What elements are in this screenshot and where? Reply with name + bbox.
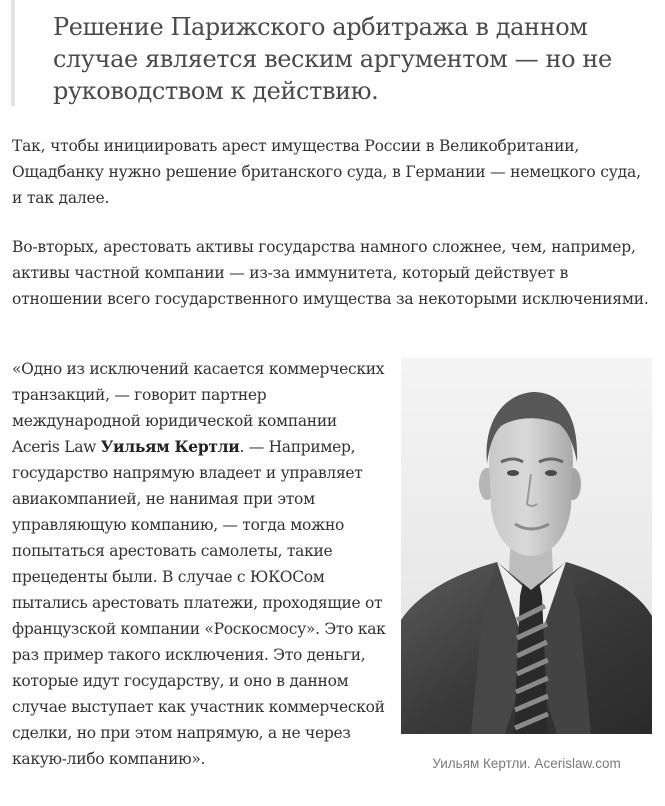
article-paragraph-1: Так, чтобы инициировать арест имущества России в Великобритании, Ощадбанку нужно решение британского суда, в Германии — немецкого суда, и так далее. <box>12 137 641 207</box>
quoted-person-name: Уильям Кертли <box>100 437 240 456</box>
quote-text-before: «Одно из исключений касается коммерческих транзакций, — говорит партнер международной юридической компании Aceris Law <box>12 360 385 456</box>
article-paragraph-2: Во-вторых, арестовать активы государства намного сложнее, чем, например, активы частной компании — из-за иммунитета, который действует в отношении всего государственного имущества за некоторыми исключениями. <box>12 238 649 308</box>
pull-quote-text: Решение Парижского арбитража в данном случае является веским аргументом — но не руководством к действию. <box>53 13 612 105</box>
pull-quote <box>11 0 651 106</box>
portrait-illustration <box>401 358 652 734</box>
quote-paragraph <box>12 356 387 772</box>
portrait-photo <box>401 358 652 734</box>
photo-caption: Уильям Кертли. Acerislaw.com <box>432 756 621 771</box>
quote-text-after: . — Например, государство напрямую владеет и управляет авиакомпанией, не нанимая при этом управляющую компанию, — тогда можно попытаться арестовать самолеты, такие прецеденты были. В случае с ЮКОСом пытались арестовать платежи, проходящие от французской компании «Роскосмосу». Это как раз пример такого исключения. Это деньги, которые идут государству, и оно в данном случае выступает как участник коммерческой сделки, но при этом напрямую, а не через какую-либо компанию». <box>12 438 386 768</box>
